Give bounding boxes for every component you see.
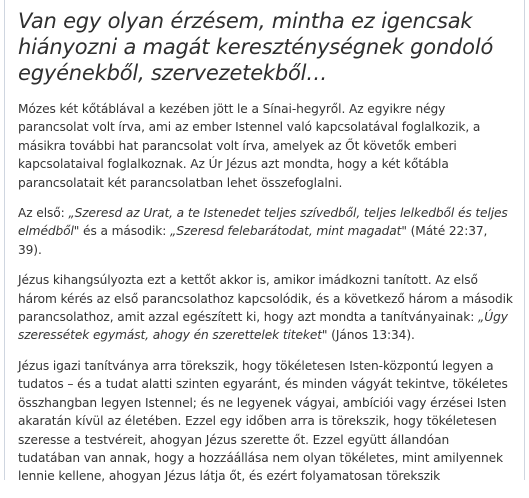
paragraph-3 <box>18 271 513 345</box>
quote-first-commandment: „Szeresd az Urat, a te Istenedet teljes szívedből, teljes lelkedből és teljes elmédből" <box>18 206 508 239</box>
paragraph-4: Jézus igazi tanítványa arra törekszik, hogy tökéletesen Isten-központú legyen a tudatos – és a tudat alatti szinten egyaránt, és minden vágyát tekintve, tökéletes összhangban legyen Istennel; és ne legyenek vágyai, ambíciói vagy érzései Isten akaratán kívül az életében. Ezzel egy időben arra is törekszik, hogy tökéletesen szeresse a testvéreit, ahogyan Jézus szerette őt. Ezzel együtt állandóan tudatában van annak, hogy a hozzáállása nem olyan tökéletes, mint amilyennek lennie kellene, ahogyan Jézus látja őt, és ezért folyamatosan törekszik <box>18 358 508 484</box>
paragraph-2-text: és a második: <box>79 224 171 239</box>
article-title: Van egy olyan érzésem, mintha ez igencsak hiányozni a magát kereszténységnek gondoló egyénekből, szervezetekből… <box>18 9 494 85</box>
right-border <box>524 0 525 480</box>
bible-reference: (Máté 22:37, 39). <box>18 224 488 257</box>
quote-love-one-another: „Úgy szeressétek egymást, ahogy én szerettelek titeket" <box>18 310 508 343</box>
paragraph-2 <box>18 204 513 259</box>
bible-reference: (János 13:34). <box>327 328 415 343</box>
paragraph-1: Mózes két kőtáblával a kezében jött le a Sínai-hegyről. Az egyikre négy parancsolat volt írva, ami az ember Istennel való kapcsolatával foglalkozik, a másikra további hat parancsolat volt írva, amelyek az Őt követők emberi kapcsolataival foglalkoznak. Az Úr Jézus azt mondta, hogy a két kőtábla parancsolatait két parancsolatban lehet összefoglalni. <box>18 102 481 190</box>
left-border <box>4 0 5 480</box>
paragraph-2-text: Az első: <box>18 206 69 221</box>
article-body <box>18 8 513 498</box>
quote-second-commandment: „Szeresd felebarátodat, mint magadat" <box>170 224 407 239</box>
paragraph-3-text: Jézus kihangsúlyozta ezt a kettőt akkor is, amikor imádkozni tanított. Az első három kérés az első parancsolathoz kapcsolódik, és a következő három a második parancsolathoz, amit azzal egészített ki, hogy azt mondta a tanítványainak: <box>18 273 513 325</box>
